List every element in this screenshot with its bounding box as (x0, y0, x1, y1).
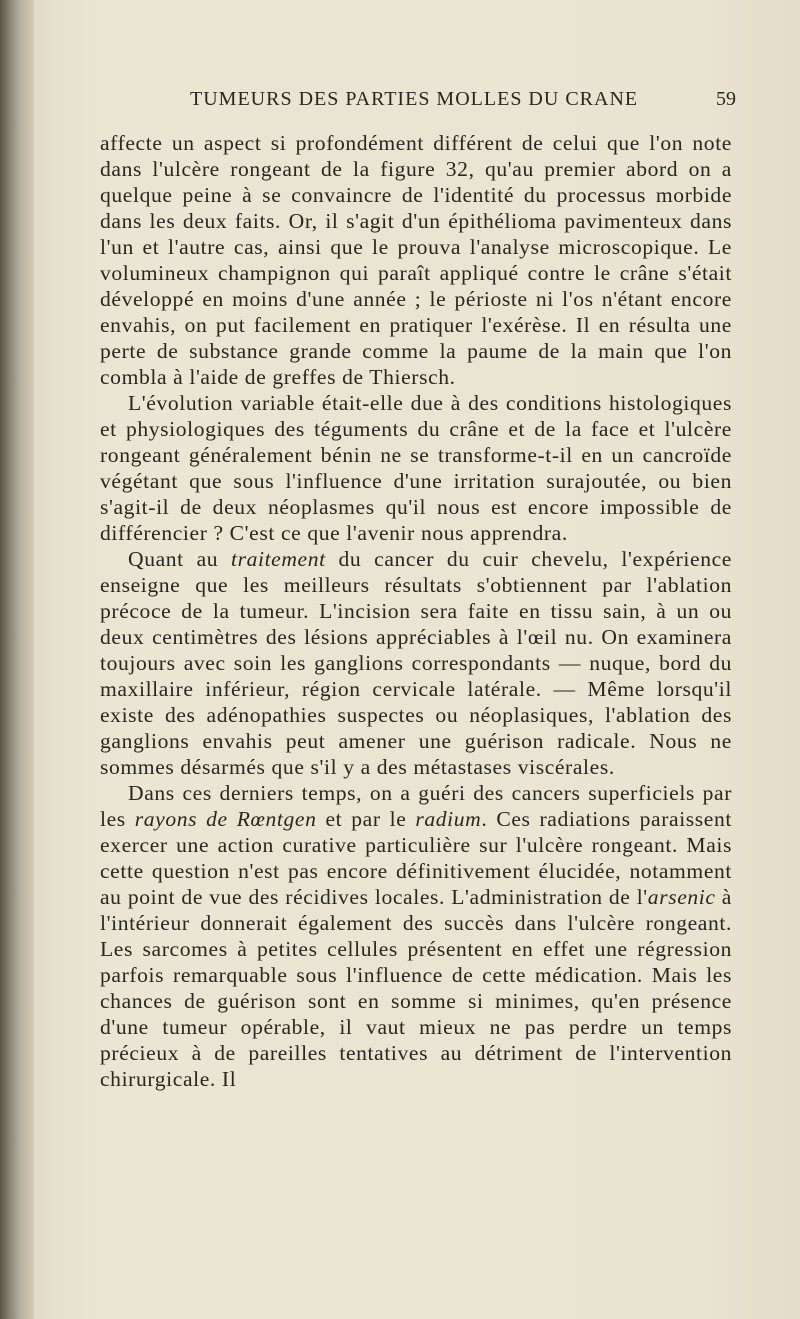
paragraph-3-text-a: Quant au (128, 547, 231, 571)
paragraph-4-text-c: . Ces radiations paraissent exercer une action curative particulière sur l'ulcère rongeant. Mais cette question n'est pas encore définitivement élucidée, notamment au point de vue des récidives locales. L'administration de l' (100, 807, 732, 909)
running-title: TUMEURS DES PARTIES MOLLES DU CRANE (190, 88, 639, 110)
paragraph-3 (100, 546, 732, 780)
paragraph-4 (100, 780, 732, 1092)
paragraph-3-emphasis: traitement (230, 547, 326, 571)
paragraph-2: L'évolution variable était-elle due à des conditions histologiques et physiologiques des téguments du crâne et de la face et l'ulcère rongeant généralement bénin ne se transforme-t-il en un cancroïde végétant que sous l'influence d'une irritation surajoutée, ou bien s'agit-il de deux néoplasmes qu'il nous est encore impossible de différencier ? C'est ce que l'avenir nous apprendra. (100, 391, 732, 545)
paragraph-4-emphasis-1: rayons de Rœntgen (134, 807, 317, 831)
binding-edge (0, 0, 34, 1319)
paragraph-4-text-a: Dans ces derniers temps, on a guéri des cancers superficiels par les (100, 781, 732, 831)
paragraph-4-text-b: et par le (316, 807, 416, 831)
page-number: 59 (716, 88, 736, 110)
paragraph-4-emphasis-2: radium (415, 807, 482, 831)
paragraph-4-text-d: à l'intérieur donnerait également des succès dans l'ulcère rongeant. Les sarcomes à petites cellules présentent en effet une régression parfois remarquable sous l'influence de cette médication. Mais les chances de guérison sont en somme si minimes, qu'en présence d'une tumeur opérable, il vaut mieux ne pas perdre un temps précieux à de pareilles tentatives au détriment de l'intervention chirurgicale. Il (100, 885, 732, 1091)
paragraph-1: affecte un aspect si profondément différent de celui que l'on note dans l'ulcère rongeant de la figure 32, qu'au premier abord on a quelque peine à se convaincre de l'identité du processus morbide dans les deux faits. Or, il s'agit d'un épithélioma pavimenteux dans l'un et l'autre cas, ainsi que le prouva l'analyse microscopique. Le volumineux champignon qui paraît appliqué contre le crâne s'était développé en moins d'une année ; le périoste ni l'os n'étant encore envahis, on put facilement en pratiquer l'exérèse. Il en résulta une perte de substance grande comme la paume de la main que l'on combla à l'aide de greffes de Thiersch. (100, 131, 732, 389)
paragraph-4-emphasis-3: arsenic (647, 885, 716, 909)
page-header (100, 88, 740, 118)
body-text (100, 130, 732, 1092)
paragraph-3-text-b: du cancer du cuir chevelu, l'expérience enseigne que les meilleurs résultats s'obtiennent par l'ablation précoce de la tumeur. L'incision sera faite en tissu sain, à un ou deux centimètres des lésions appréciables à l'œil nu. On examinera toujours avec soin les ganglions correspondants — nuque, bord du maxillaire inférieur, région cervicale latérale. — Même lorsqu'il existe des adénopathies suspectes ou néoplasiques, l'ablation des ganglions envahis peut amener une guérison radicale. Nous ne sommes désarmés que s'il y a des métastases viscérales. (100, 547, 732, 779)
